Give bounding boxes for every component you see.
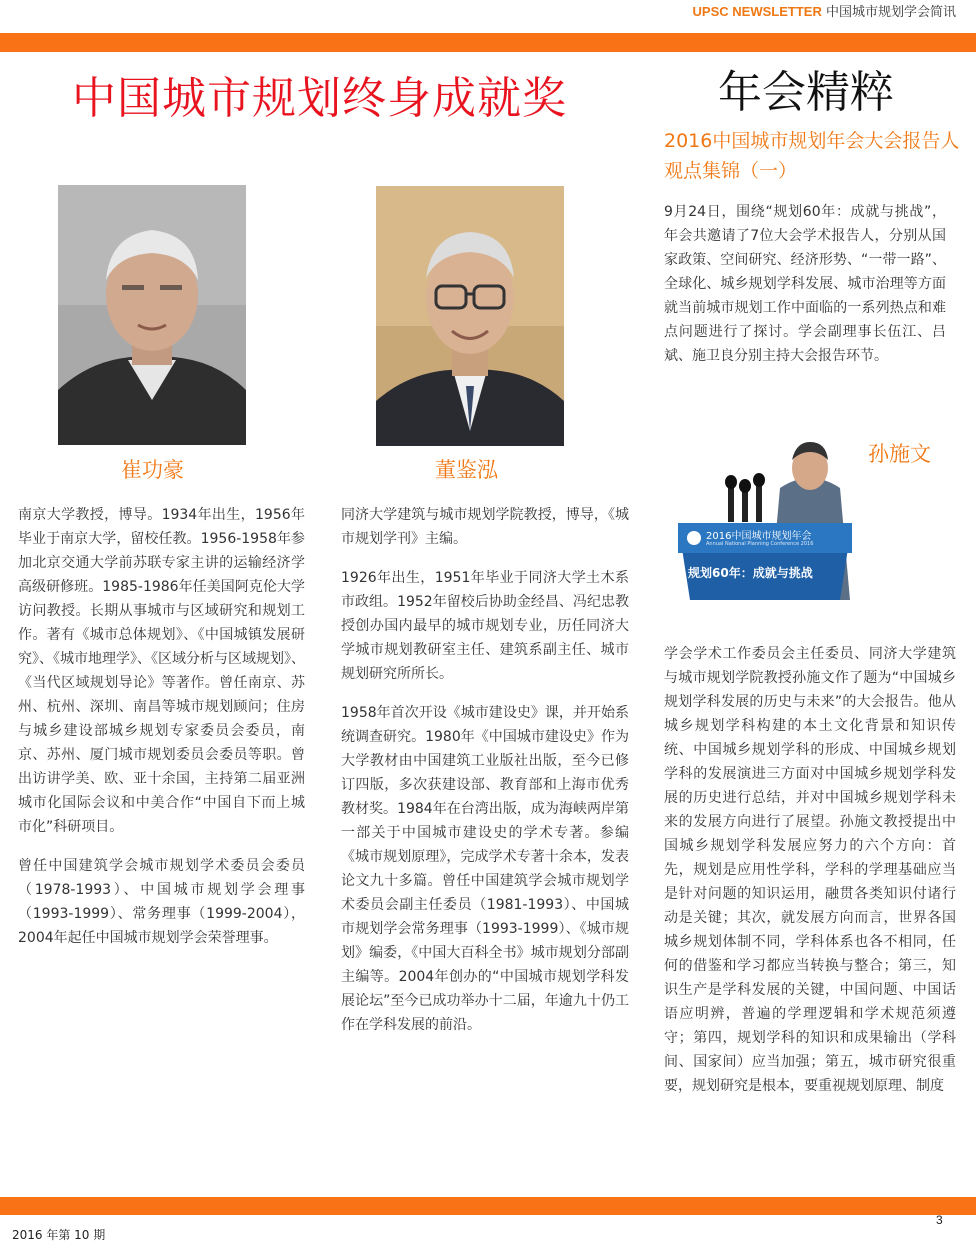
newsletter-name-cn: 中国城市规划学会简讯 xyxy=(825,5,956,20)
portrait-photo-cui xyxy=(58,185,246,445)
portrait-photo-dong xyxy=(376,186,564,446)
podium-banner-en: Annual National Planning Conference 2016 xyxy=(706,541,814,547)
bio-cui-paragraph-1: 南京大学教授，博导。1934年出生，1956年毕业于南京大学，留校任教。1956-1958年参加北京交通大学前苏联专家主讲的运输经济学高级研修班。1985-1986年任美国阿克伦大学访问教授。长期从事城市与区域研究和规划工作。著有《城市总体规划》、《中国城镇发展研究》、《城市地理学》、《区域分析与区域规划》、《当代区域规划导论》等著作。曾任南京、苏州、杭州、深圳、南昌等城市规划顾问；住房与城乡建设部城乡规划专家委员会委员，南京、苏州、厦门城市规划委员会委员等职。曾出访讲学美、欧、亚十余国，主持第二届亚洲城市化国际会议和中美合作“中国自下而上城市化”科研项目。 xyxy=(18,507,305,835)
page-number: 3 xyxy=(936,1213,943,1227)
person-name-dong: 董鉴泓 xyxy=(435,458,498,482)
bio-dong-paragraph-2: 1926年出生，1951年毕业于同济大学土木系市政组。1952年留校后协助金经昌、冯纪忠教授创办国内最早的城市规划专业，历任同济大学城市规划教研室主任、建筑系副主任、城市规划研究所所长。 xyxy=(341,570,629,682)
intro-paragraph: 9月24日，围绕“规划60年：成就与挑战”，年会共邀请了7位大会学术报告人，分别从国家政策、空间研究、经济形势、“一带一路”、全球化、城乡规划学科发展、城市治理等方面就当前城市规划工作中面临的一系列热点和难点问题进行了探讨。学会副理事长伍江、吕斌、施卫良分别主持大会报告环节。 xyxy=(664,204,946,364)
speaker-column xyxy=(664,642,956,1098)
award-title: 中国城市规划终身成就奖 xyxy=(72,73,567,124)
bio-column-cui xyxy=(18,503,305,965)
speaker-name-sun: 孙施文 xyxy=(868,442,931,466)
newsletter-name-en: UPSC NEWSLETTER xyxy=(692,4,822,19)
speaker-paragraph: 学会学术工作委员会主任委员、同济大学建筑与城市规划学院教授孙施文作了题为“中国城乡规划学科发展的历史与未来”的大会报告。他从城乡规划学科构建的本土文化背景和知识传统、中国城乡规划学科的形成、中国城乡规划学科的发展演进三方面对中国城乡规划学科发展的历史进行总结，并对中国城乡规划学科未来的发展方向进行了展望。孙施文教授提出中国城乡规划学科发展应努力的六个方向：首先，规划是应用性学科，学科的学理基础应当是针对问题的知识运用，融贯各类知识付诸行动是关键；其次，就发展方向而言，世界各国城乡规划体制不同，学科体系也各不相同，任何的借鉴和学习都应当转换与整合；第三，知识生产是学科发展的关键，中国问题、中国话语应明辨，普遍的学理逻辑和学术规范须遵守；第四，规划学科的知识和成果输出（学科间、国家间）应当加强；第五，城市研究很重要，规划研究是根本，要重视规划原理、制度 xyxy=(664,646,956,1094)
section-title: 年会精粹 xyxy=(718,67,894,118)
person-name-cui: 崔功豪 xyxy=(121,458,184,482)
bio-dong-paragraph-1: 同济大学建筑与城市规划学院教授，博导，《城市规划学刊》主编。 xyxy=(341,507,629,547)
podium-banner: 2016中国城市规划年会 xyxy=(706,531,812,542)
intro-column xyxy=(664,200,946,383)
bottom-accent-bar xyxy=(0,1197,976,1215)
bio-dong-paragraph-3: 1958年首次开设《城市建设史》课，并开始系统调查研究。1980年《中国城市建设史》作为大学教材由中国建筑工业版社出版，至今已修订四版，多次获建设部、教育部和上海市优秀教材奖。1984年在台湾出版，成为海峡两岸第一部关于中国城市建设史的学术专著。参编《城市规划原理》，完成学术专著十余本，发表论文九十多篇。曾任中国建筑学会城市规划学术委员会副主任委员（1981-1993）、中国城市规划学会常务理事（1993-1999）、《城市规划》编委，《中国大百科全书》城市规划分部副主编等。2004年创办的“中国城市规划学科发展论坛”至今已成功举办十二届，年逾九十仍工作在学科发展的前沿。 xyxy=(341,705,629,1033)
top-accent-bar xyxy=(0,33,976,52)
speaker-photo-sun xyxy=(670,428,860,600)
section-subtitle: 2016中国城市规划年会大会报告人观点集锦（一） xyxy=(664,130,960,182)
podium-slogan: 规划60年：成就与挑战 xyxy=(688,566,813,580)
bio-cui-paragraph-2: 曾任中国建筑学会城市规划学术委员会委员（1978-1993）、中国城市规划学会理事（1993-1999）、常务理事（1999-2004），2004年起任中国城市规划学会荣誉理事。 xyxy=(18,858,305,946)
bio-column-dong xyxy=(341,503,629,1052)
issue-label: 2016 年第 10 期 xyxy=(12,1228,106,1242)
newsletter-header xyxy=(693,4,956,21)
